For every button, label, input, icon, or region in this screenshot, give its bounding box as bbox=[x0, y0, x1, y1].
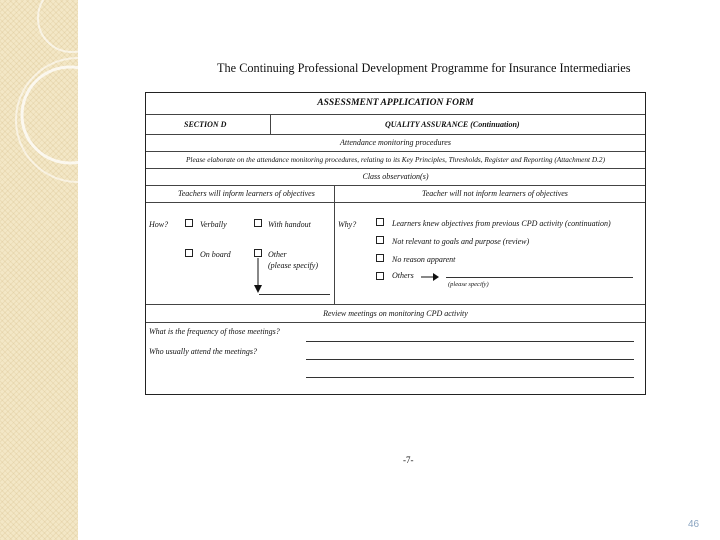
how-label: How? bbox=[149, 220, 169, 229]
class-observation-heading: Class observation(s) bbox=[362, 172, 429, 181]
others-why-label: Others bbox=[392, 271, 414, 280]
learners-knew-checkbox[interactable] bbox=[376, 218, 384, 226]
others-why-answer-line[interactable] bbox=[446, 277, 633, 278]
others-why-checkbox[interactable] bbox=[376, 272, 384, 280]
inform-row bbox=[146, 186, 645, 203]
why-label: Why? bbox=[338, 220, 357, 229]
attendance-heading: Attendance monitoring procedures bbox=[340, 138, 451, 147]
attendance-instruction: Please elaborate on the attendance monitoring procedures, relating to its Key Principles, Thresholds, Register and Reporting (Attachment D.2) bbox=[185, 155, 606, 164]
others-why-specify: (please specify) bbox=[448, 281, 489, 288]
other-how-specify: (please specify) bbox=[268, 261, 318, 270]
inform-divider bbox=[334, 186, 335, 202]
section-divider bbox=[270, 115, 271, 134]
section-title-wrap bbox=[385, 115, 520, 134]
teacher-not-inform-heading: Teacher will not inform learners of objectives bbox=[422, 189, 568, 198]
class-observation-row bbox=[146, 169, 645, 186]
not-relevant-checkbox[interactable] bbox=[376, 236, 384, 244]
verbally-label: Verbally bbox=[200, 220, 227, 229]
no-reason-label: No reason apparent bbox=[392, 255, 456, 264]
extra-answer-line[interactable] bbox=[306, 377, 634, 378]
attendance-instruction-row bbox=[146, 152, 645, 169]
down-arrow-icon bbox=[254, 258, 264, 294]
section-suffix: (Continuation) bbox=[470, 120, 520, 129]
how-why-row bbox=[146, 203, 645, 305]
other-how-label: Other bbox=[268, 250, 287, 259]
review-heading-row bbox=[146, 305, 645, 323]
not-relevant-label: Not relevant to goals and purpose (review) bbox=[392, 237, 530, 246]
how-why-divider bbox=[334, 203, 335, 304]
section-title: QUALITY ASSURANCE bbox=[385, 120, 469, 129]
teachers-inform-heading: Teachers will inform learners of objectives bbox=[178, 189, 315, 198]
assessment-form bbox=[145, 92, 646, 395]
review-questions bbox=[146, 323, 645, 393]
verbally-checkbox[interactable] bbox=[185, 219, 193, 227]
section-label: SECTION D bbox=[184, 120, 227, 129]
other-how-checkbox[interactable] bbox=[254, 249, 262, 257]
attend-answer-line[interactable] bbox=[306, 359, 634, 360]
on-board-checkbox[interactable] bbox=[185, 249, 193, 257]
section-row bbox=[146, 115, 645, 135]
review-heading: Review meetings on monitoring CPD activity bbox=[323, 309, 468, 318]
form-title-row bbox=[146, 93, 645, 115]
form-title: ASSESSMENT APPLICATION FORM bbox=[317, 98, 474, 108]
learners-knew-label: Learners knew objectives from previous CPD activity (continuation) bbox=[392, 219, 611, 228]
document-title: The Continuing Professional Development Programme for Insurance Intermediaries bbox=[217, 61, 631, 75]
on-board-label: On board bbox=[200, 250, 231, 259]
right-arrow-icon bbox=[421, 273, 439, 281]
attend-question: Who usually attend the meetings? bbox=[149, 347, 257, 356]
with-handout-checkbox[interactable] bbox=[254, 219, 262, 227]
decorative-sidebar bbox=[0, 0, 78, 540]
decorative-rings bbox=[0, 0, 78, 540]
no-reason-checkbox[interactable] bbox=[376, 254, 384, 262]
frequency-answer-line[interactable] bbox=[306, 341, 634, 342]
slide-number: 46 bbox=[688, 519, 700, 530]
attendance-heading-row bbox=[146, 135, 645, 152]
other-how-answer-line[interactable] bbox=[259, 294, 330, 295]
page-label: -7- bbox=[403, 455, 414, 465]
frequency-question: What is the frequency of those meetings? bbox=[149, 327, 280, 336]
with-handout-label: With handout bbox=[268, 220, 311, 229]
